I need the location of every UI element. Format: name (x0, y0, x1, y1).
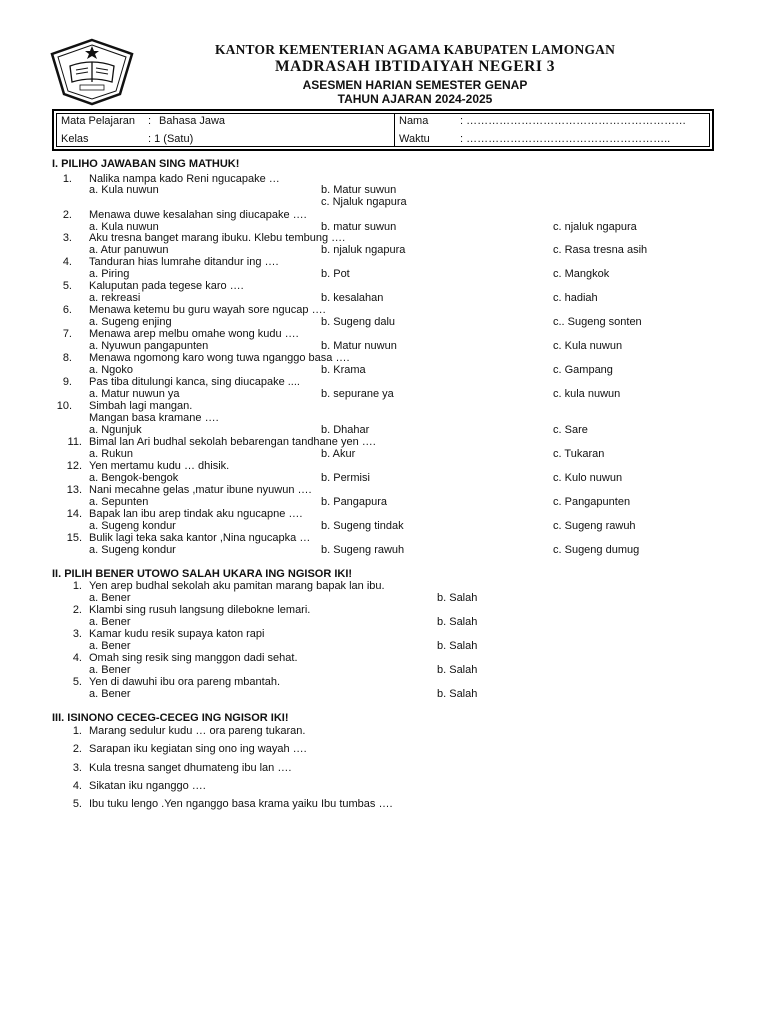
option-b: b. Dhahar (321, 424, 370, 436)
option-a: a. Sugeng enjing (89, 316, 172, 328)
question-number: 4. (72, 780, 82, 792)
question-number: 1. (62, 173, 72, 185)
question-number: 9. (62, 376, 72, 388)
question-number: 8. (62, 352, 72, 364)
option-a: a. Ngunjuk (89, 424, 142, 436)
option-c: c.. Sugeng sonten (553, 316, 642, 328)
option-a: a. Atur panuwun (89, 244, 169, 256)
question-text: Nani mecahne gelas ,matur ibune nyuwun …. (89, 484, 312, 496)
question-text: Sarapan iku kegiatan sing ono ing wayah …. (89, 743, 307, 755)
question-text: Marang sedulur kudu … ora pareng tukaran. (89, 725, 306, 737)
option-b: b. Pangapura (321, 496, 388, 508)
option-b: b. njaluk ngapura (321, 244, 406, 256)
option-a: a. Ngoko (89, 364, 134, 376)
option-c: c. Sare (553, 424, 588, 436)
option-c: c. Njaluk ngapura (321, 196, 407, 208)
question-text: Kamar kudu resik supaya katon rapi (89, 628, 265, 640)
option-a: a. Nyuwun pangapunten (89, 340, 209, 352)
option-b: b. matur suwun (321, 221, 397, 233)
exam-title: ASESMEN HARIAN SEMESTER GENAP (302, 78, 528, 92)
option-a: a. Sugeng kondur (89, 520, 176, 532)
question-text: Ibu tuku lengo .Yen nganggo basa krama yaiku Ibu tumbas …. (89, 798, 393, 810)
option-true: a. Bener (89, 616, 131, 628)
question-text: Sikatan iku nganggo …. (89, 780, 206, 792)
question-number: 10. (56, 400, 72, 412)
option-b: b. Sugeng dalu (321, 316, 396, 328)
question-text: Kula tresna sanget dhumateng ibu lan …. (89, 762, 292, 774)
option-c: c. njaluk ngapura (553, 221, 637, 233)
question-number: 13. (66, 484, 82, 496)
question-text: Yen mertamu kudu … dhisik. (89, 460, 230, 472)
class-label: Kelas (61, 133, 89, 145)
option-false: b. Salah (437, 592, 478, 604)
question-number: 4. (72, 652, 82, 664)
question-text: Menawa arep melbu omahe wong kudu …. (89, 328, 299, 340)
school-name: MADRASAH IBTIDAIYAH NEGERI 3 (275, 58, 555, 75)
option-c: c. Gampang (553, 364, 613, 376)
option-true: a. Bener (89, 640, 131, 652)
identity-divider (394, 114, 395, 146)
question-number: 1. (72, 725, 82, 737)
subject-colon: : (148, 115, 152, 127)
question-number: 5. (62, 280, 72, 292)
class-value: : 1 (Satu) (148, 133, 194, 145)
time-label: Waktu (399, 133, 430, 145)
section-1-title: I. PILIHO JAWABAN SING MATHUK! (52, 158, 240, 170)
option-true: a. Bener (89, 592, 131, 604)
option-a: a. Bengok-bengok (89, 472, 179, 484)
section-3-title: III. ISINONO CECEG-CECEG ING NGISOR IKI! (52, 712, 289, 724)
question-number: 3. (72, 762, 82, 774)
option-b: b. sepurane ya (321, 388, 394, 400)
option-a: a. Kula nuwun (89, 221, 159, 233)
option-false: b. Salah (437, 640, 478, 652)
option-c: c. Rasa tresna asih (553, 244, 648, 256)
question-text: Klambi sing rusuh langsung dilebokne lemari. (89, 604, 311, 616)
option-b: b. Sugeng rawuh (321, 544, 405, 556)
question-text: Tanduran hias lumrahe ditandur ing …. (89, 256, 279, 268)
option-b: b. kesalahan (321, 292, 384, 304)
option-c: c. Sugeng dumug (553, 544, 640, 556)
question-text: Yen arep budhal sekolah aku pamitan marang bapak lan ibu. (89, 580, 385, 592)
question-text: Menawa duwe kesalahan sing diucapake …. (89, 209, 307, 221)
question-text: Omah sing resik sing manggon dadi sehat. (89, 652, 298, 664)
question-number: 6. (62, 304, 72, 316)
question-number: 2. (72, 743, 82, 755)
option-a: a. Matur nuwun ya (89, 388, 180, 400)
name-label: Nama (399, 115, 429, 127)
kemenag-logo (50, 38, 134, 106)
question-number: 2. (72, 604, 82, 616)
question-number: 5. (72, 676, 82, 688)
subject-value: Bahasa Jawa (159, 115, 226, 127)
question-number: 14. (66, 508, 82, 520)
question-text: Kaluputan pada tegese karo …. (89, 280, 244, 292)
subject-label: Mata Pelajaran (61, 115, 135, 127)
option-b: b. Matur nuwun (321, 340, 397, 352)
name-field: : …………………………………………………… (460, 115, 687, 127)
question-number: 5. (72, 798, 82, 810)
question-number: 1. (72, 580, 82, 592)
question-number: 3. (72, 628, 82, 640)
option-true: a. Bener (89, 664, 131, 676)
question-number: 7. (62, 328, 72, 340)
question-text: Yen di dawuhi ibu ora pareng mbantah. (89, 676, 281, 688)
option-c: c. Sugeng rawuh (553, 520, 636, 532)
question-text: Bulik lagi teka saka kantor ,Nina ngucapka … (89, 532, 311, 544)
option-a: a. Sepunten (89, 496, 149, 508)
question-number: 12. (66, 460, 82, 472)
time-field: : ……………………………………………….. (460, 133, 671, 145)
question-number: 3. (62, 232, 72, 244)
option-a: a. Kula nuwun (89, 184, 159, 196)
option-c: c. hadiah (553, 292, 598, 304)
option-false: b. Salah (437, 688, 478, 700)
option-c: c. Pangapunten (553, 496, 631, 508)
office-name: KANTOR KEMENTERIAN AGAMA KABUPATEN LAMONGAN (214, 42, 616, 57)
question-number: 2. (62, 209, 72, 221)
option-c: c. Kulo nuwun (553, 472, 623, 484)
option-c: c. Tukaran (553, 448, 605, 460)
question-text: Menawa ketemu bu guru wayah sore ngucap …. (89, 304, 326, 316)
question-text: Aku tresna banget marang ibuku. Klebu tembung …. (89, 232, 346, 244)
question-text: Pas tiba ditulungi kanca, sing diucapake .... (89, 376, 300, 388)
option-b: b. Krama (321, 364, 366, 376)
identity-box (52, 109, 714, 151)
question-text: Nalika nampa kado Reni ngucapake … (89, 173, 280, 185)
question-number: 4. (62, 256, 72, 268)
option-a: a. Sugeng kondur (89, 544, 176, 556)
question-number: 15. (66, 532, 82, 544)
option-false: b. Salah (437, 616, 478, 628)
question-text: Menawa ngomong karo wong tuwa nganggo basa …. (89, 352, 350, 364)
option-b: b. Matur suwun (321, 184, 397, 196)
question-text: Bimal lan Ari budhal sekolah bebarengan tandhane yen …. (89, 436, 376, 448)
section-2-title: II. PILIH BENER UTOWO SALAH UKARA ING NGISOR IKI! (52, 568, 353, 580)
option-b: b. Akur (321, 448, 356, 460)
option-b: b. Permisi (321, 472, 370, 484)
option-a: a. rekreasi (89, 292, 141, 304)
option-c: c. Kula nuwun (553, 340, 623, 352)
option-true: a. Bener (89, 688, 131, 700)
question-text: Bapak lan ibu arep tindak aku ngucapne …. (89, 508, 303, 520)
option-b: b. Sugeng tindak (321, 520, 404, 532)
question-number: 11. (67, 436, 82, 448)
school-year: TAHUN AJARAN 2024-2025 (337, 92, 493, 106)
option-b: b. Pot (321, 268, 350, 280)
option-false: b. Salah (437, 664, 478, 676)
option-a: a. Rukun (89, 448, 134, 460)
question-text: Mangan basa kramane …. (89, 412, 219, 424)
option-c: c. Mangkok (553, 268, 610, 280)
option-c: c. kula nuwun (553, 388, 621, 400)
question-text: Simbah lagi mangan. (89, 400, 193, 412)
option-a: a. Piring (89, 268, 130, 280)
